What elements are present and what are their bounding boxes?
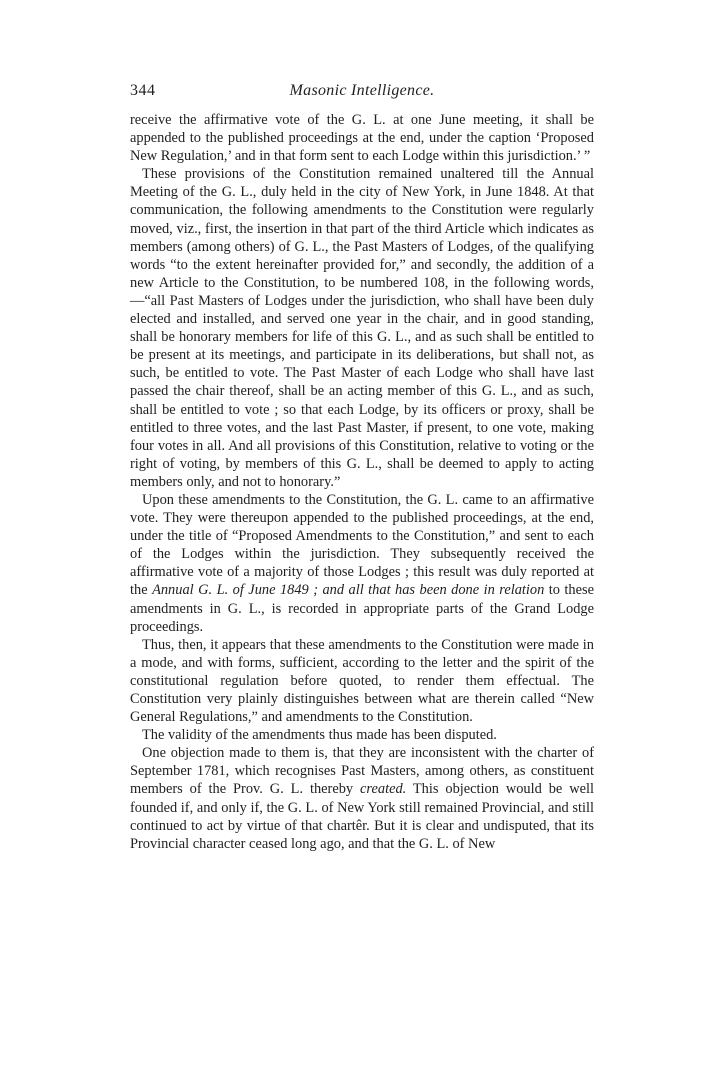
paragraph-3-text-b: to these amendments in G. L., is recorded in appropriate parts of the Grand Lodge proceedings. xyxy=(130,582,594,635)
book-page xyxy=(130,82,594,853)
paragraph-3 xyxy=(130,491,594,636)
paragraph-1: receive the affirmative vote of the G. L. at one June meeting, it shall be appended to the published proceedings at the end, under the caption ‘Proposed New Regulation,’ and in that form sent to each Lodge within this jurisdiction.’ ” xyxy=(130,112,594,165)
paragraph-6-text-a: One objection made to them is, that they are inconsistent with the charter of September 1781, which recognises Past Masters, among others, as constituent members of the Prov. G. L. thereby xyxy=(130,745,594,798)
paragraph-3-italic: Annual G. L. of June 1849 ; and all that has been done in relation xyxy=(152,582,545,599)
paragraph-5: The validity of the amendments thus made has been disputed. xyxy=(142,727,497,744)
running-head xyxy=(130,82,594,104)
paragraph-6 xyxy=(130,744,594,853)
paragraph-6-italic: created. xyxy=(360,781,407,798)
paragraph-2: These provisions of the Constitution remained unaltered till the Annual Meeting of the G. L., duly held in the city of New York, in June 1848. At that communication, the following amendments to the Constitution were regularly moved, viz., first, the insertion in that part of the third Article which indicates as members (among others) of G. L., the Past Masters of Lodges, of the qualifying words “to the extent hereinafter provided for,” and secondly, the addition of a new Article to the Constitution, to be numbered 108, in the following words,—“all Past Masters of Lodges under the jurisdiction, who shall have been duly elected and installed, and served one year in the chair, and in good standing, shall be honorary members for life of this G. L., and as such shall be entitled to be present at its meetings, and participate in its deliberations, but shall not, as such, be entitled to vote. The Past Master of each Lodge who shall have last passed the chair thereof, shall be an acting member of this G. L., and as such, shall be entitled to vote ; so that each Lodge, by its officers or proxy, shall be entitled to three votes, and the last Past Master, if present, to one vote, making four votes in all. And all provisions of this Constitution, relative to voting or the right of voting, by members of this G. L., shall be deemed to apply to acting members only, and not to honorary.” xyxy=(130,166,594,490)
paragraph-3-text-a: Upon these amendments to the Constitution, the G. L. came to an affirmative vote. They were thereupon appended to the published proceedings, at the end, under the title of “Proposed Amendments to the Constitution,” and sent to each of the Lodges within the jurisdiction. They subsequently received the affirmative vote of a majority of those Lodges ; this result was duly reported at the xyxy=(130,491,594,599)
paragraph-4: Thus, then, it appears that these amendments to the Constitution were made in a mode, and with forms, sufficient, according to the letter and the spirit of the constitutional regulation before quoted, to render them effectual. The Constitution very plainly distinguishes between what are therein called “New General Regulations,” and amendments to the Constitution. xyxy=(130,636,594,726)
body-text xyxy=(130,111,594,853)
running-title: Masonic Intelligence. xyxy=(289,82,435,99)
paragraph-6-text-b: This objection would be well founded if, and only if, the G. L. of New York still remained Provincial, and still continued to act by virtue of that chartêr. But it is clear and undisputed, that its Provincial character ceased long ago, and that the G. L. of New xyxy=(130,781,594,852)
page-number: 344 xyxy=(130,82,156,99)
